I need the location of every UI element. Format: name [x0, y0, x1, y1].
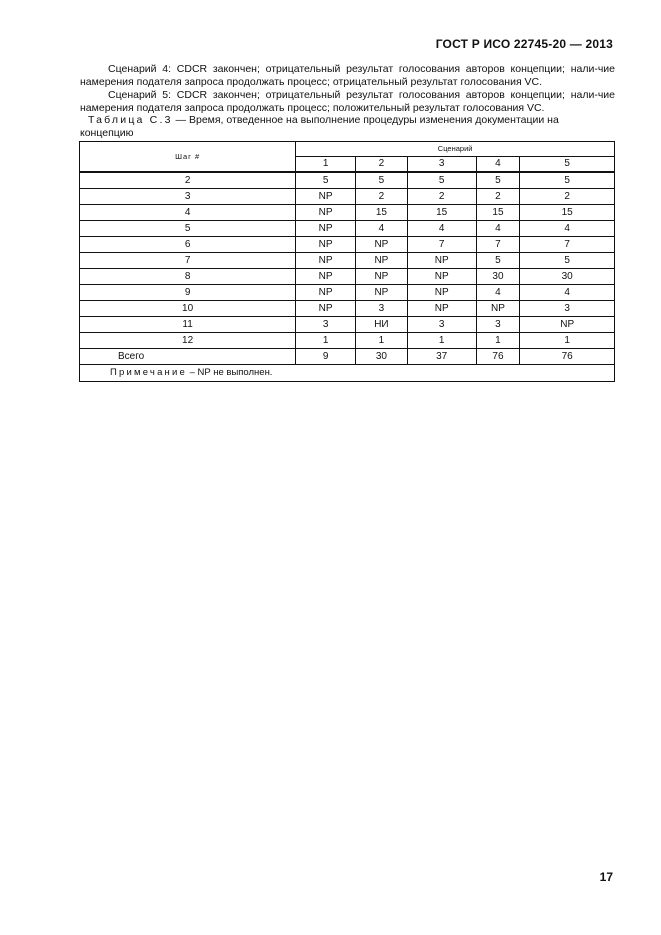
scenario-number-header: 5 [520, 157, 615, 173]
step-cell: 12 [80, 333, 296, 349]
page-number: 17 [599, 870, 613, 884]
total-value-cell: 9 [296, 349, 356, 365]
value-cell: 2 [476, 189, 520, 205]
table-row [80, 333, 615, 349]
value-cell: 1 [356, 333, 408, 349]
value-cell: 7 [520, 237, 615, 253]
value-cell: NP [356, 253, 408, 269]
value-cell: 3 [520, 301, 615, 317]
total-value-cell: 30 [356, 349, 408, 365]
step-cell: 3 [80, 189, 296, 205]
value-cell: 30 [520, 269, 615, 285]
value-cell: 4 [520, 285, 615, 301]
value-cell: NP [407, 301, 476, 317]
value-cell: NP [407, 253, 476, 269]
value-cell: 4 [356, 221, 408, 237]
value-cell: 4 [476, 285, 520, 301]
total-row [80, 349, 615, 365]
value-cell: 1 [520, 333, 615, 349]
paragraph-text: Сценарий 4: CDCR закончен; отрицательный результат голосования авторов концепции; нали-чие намерения подателя запроса продолжать процесс; отрицательный результат голосования VC. [80, 63, 615, 88]
value-cell: 5 [407, 172, 476, 189]
value-cell: НИ [356, 317, 408, 333]
value-cell: 4 [407, 221, 476, 237]
total-label: Всего [80, 349, 296, 365]
step-cell: 10 [80, 301, 296, 317]
time-allocation-table [79, 141, 615, 382]
value-cell: 3 [407, 317, 476, 333]
value-cell: 15 [476, 205, 520, 221]
table-row [80, 221, 615, 237]
paragraph-scenario-5 [80, 89, 615, 114]
note-label: Примечание [110, 367, 187, 378]
scenario-number-header: 2 [356, 157, 408, 173]
value-cell: NP [476, 301, 520, 317]
table-caption-label: Таблица С.3 [88, 114, 173, 126]
value-cell: 5 [476, 253, 520, 269]
value-cell: NP [356, 237, 408, 253]
total-value-cell: 76 [476, 349, 520, 365]
value-cell: NP [296, 189, 356, 205]
table-row [80, 317, 615, 333]
step-cell: 9 [80, 285, 296, 301]
table-row [80, 172, 615, 189]
scenario-number-header: 4 [476, 157, 520, 173]
table-row [80, 205, 615, 221]
table-row [80, 253, 615, 269]
value-cell: NP [296, 301, 356, 317]
table-row [80, 285, 615, 301]
value-cell: 3 [356, 301, 408, 317]
step-cell: 5 [80, 221, 296, 237]
note-text: – NP не выполнен. [187, 367, 273, 378]
value-cell: NP [296, 237, 356, 253]
value-cell: NP [407, 269, 476, 285]
value-cell: 7 [407, 237, 476, 253]
note-row [80, 365, 615, 382]
value-cell: 5 [356, 172, 408, 189]
scenario-number-header: 1 [296, 157, 356, 173]
value-cell: 4 [520, 221, 615, 237]
value-cell: 15 [407, 205, 476, 221]
step-cell: 11 [80, 317, 296, 333]
table-row [80, 269, 615, 285]
value-cell: NP [356, 285, 408, 301]
scenarios-column-header: Сценарий [296, 142, 615, 157]
step-cell: 2 [80, 172, 296, 189]
value-cell: 15 [356, 205, 408, 221]
value-cell: NP [296, 285, 356, 301]
value-cell: NP [296, 269, 356, 285]
value-cell: NP [296, 253, 356, 269]
paragraph-text: Сценарий 5: CDCR закончен; отрицательный результат голосования авторов концепции; нали-чие намерения подателя запроса продолжать процесс; положительный результат голосования VC. [80, 89, 615, 114]
scenario-number-header: 3 [407, 157, 476, 173]
value-cell: NP [520, 317, 615, 333]
paragraph-scenario-4 [80, 63, 615, 88]
total-value-cell: 37 [407, 349, 476, 365]
value-cell: 5 [520, 172, 615, 189]
value-cell: NP [356, 269, 408, 285]
table-caption-text: — Время, отведенное на выполнение процедуры изменения документации на концепцию [80, 114, 559, 139]
value-cell: 3 [476, 317, 520, 333]
value-cell: 2 [407, 189, 476, 205]
step-cell: 4 [80, 205, 296, 221]
value-cell: 1 [296, 333, 356, 349]
step-cell: 7 [80, 253, 296, 269]
value-cell: 15 [520, 205, 615, 221]
step-cell: 6 [80, 237, 296, 253]
value-cell: 2 [356, 189, 408, 205]
value-cell: 1 [407, 333, 476, 349]
value-cell: 3 [296, 317, 356, 333]
table-row [80, 189, 615, 205]
step-cell: 8 [80, 269, 296, 285]
step-column-header: Шаг # [80, 142, 296, 173]
total-value-cell: 76 [520, 349, 615, 365]
value-cell: 7 [476, 237, 520, 253]
table-row [80, 301, 615, 317]
value-cell: 30 [476, 269, 520, 285]
table-note [80, 365, 615, 382]
value-cell: 5 [296, 172, 356, 189]
value-cell: 2 [520, 189, 615, 205]
document-id: ГОСТ Р ИСО 22745-20 — 2013 [435, 37, 613, 51]
value-cell: NP [296, 221, 356, 237]
value-cell: 5 [476, 172, 520, 189]
table-row [80, 237, 615, 253]
value-cell: 1 [476, 333, 520, 349]
value-cell: NP [407, 285, 476, 301]
table-caption [80, 114, 615, 139]
value-cell: 4 [476, 221, 520, 237]
value-cell: NP [296, 205, 356, 221]
value-cell: 5 [520, 253, 615, 269]
